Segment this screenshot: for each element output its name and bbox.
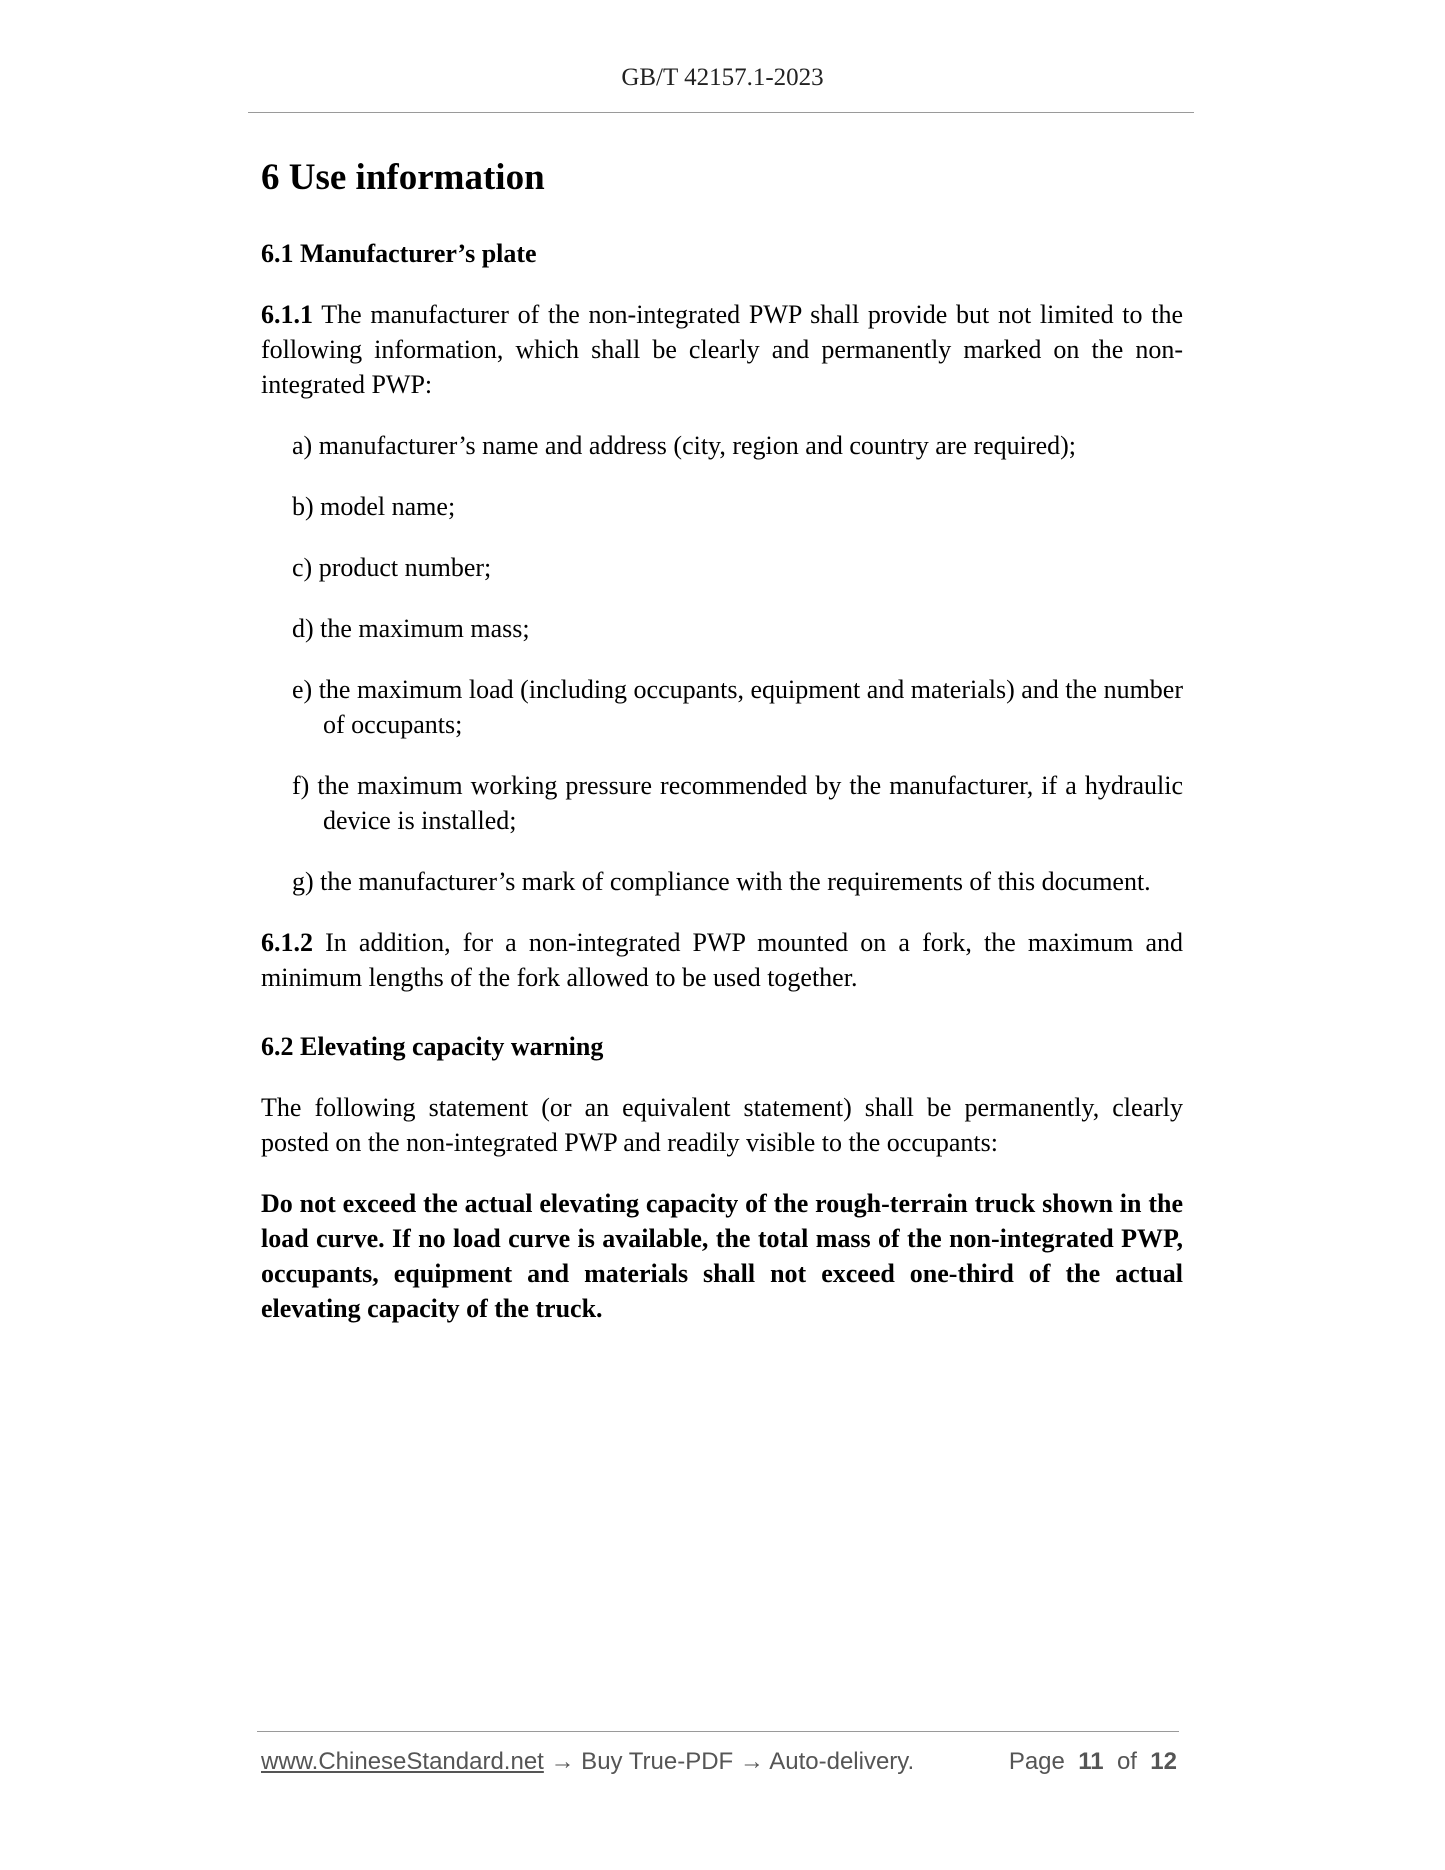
footer-promo — [261, 1748, 914, 1776]
list-item: b) model name; — [292, 492, 456, 521]
header-divider — [248, 112, 1194, 113]
clause-number: 6.1.1 — [261, 300, 313, 329]
clause-number: 6.1.2 — [261, 928, 313, 957]
list-item: g) the manufacturer’s mark of compliance with the requirements of this document. — [292, 867, 1151, 896]
clause-6-1-2 — [261, 925, 1183, 995]
warning-statement: Do not exceed the actual elevating capacity of the rough-terrain truck shown in the load curve. If no load curve is available, the total mass of the non-integrated PWP, occupants, equipment and materials shall not exceed one-third of the actual elevating capacity of the truck. — [261, 1189, 1183, 1323]
list-item: f) the maximum working pressure recommended by the manufacturer, if a hydraulic device is installed; — [292, 771, 1183, 835]
document-body — [261, 150, 1183, 1326]
list-item: c) product number; — [292, 553, 492, 582]
clause-text: The manufacturer of the non-integrated PWP shall provide but not limited to the following information, which shall be clearly and permanently marked on the non-integrated PWP: — [261, 300, 1183, 399]
running-header: GB/T 42157.1-2023 — [621, 64, 824, 91]
site-link[interactable]: www.ChineseStandard.net — [261, 1748, 544, 1775]
page-number — [1009, 1748, 1177, 1776]
statement-intro: The following statement (or an equivalent statement) shall be permanently, clearly posted on the non-integrated PWP and readily visible to the occupants: — [261, 1093, 1183, 1157]
list-item: e) the maximum load (including occupants, equipment and materials) and the number of occupants; — [292, 675, 1183, 739]
subsection-title-6-1: 6.1 Manufacturer’s plate — [261, 239, 537, 268]
page-total: 12 — [1150, 1748, 1177, 1775]
footer-divider — [257, 1731, 1179, 1732]
list-item: d) the maximum mass; — [292, 614, 530, 643]
plate-info-list — [261, 428, 1183, 899]
clause-text: In addition, for a non-integrated PWP mounted on a fork, the maximum and minimum lengths of the fork allowed to be used together. — [261, 928, 1183, 992]
section-title: 6 Use information — [261, 157, 545, 198]
page-label: Page — [1008, 1748, 1065, 1775]
clause-6-1-1 — [261, 297, 1183, 402]
page-of: of — [1116, 1748, 1137, 1775]
list-item: a) manufacturer’s name and address (city, region and country are required); — [292, 431, 1076, 460]
page-current: 11 — [1078, 1748, 1104, 1775]
subsection-title-6-2: 6.2 Elevating capacity warning — [261, 1032, 604, 1061]
footer-promo-text: → Buy True-PDF → Auto-delivery. — [543, 1748, 915, 1775]
